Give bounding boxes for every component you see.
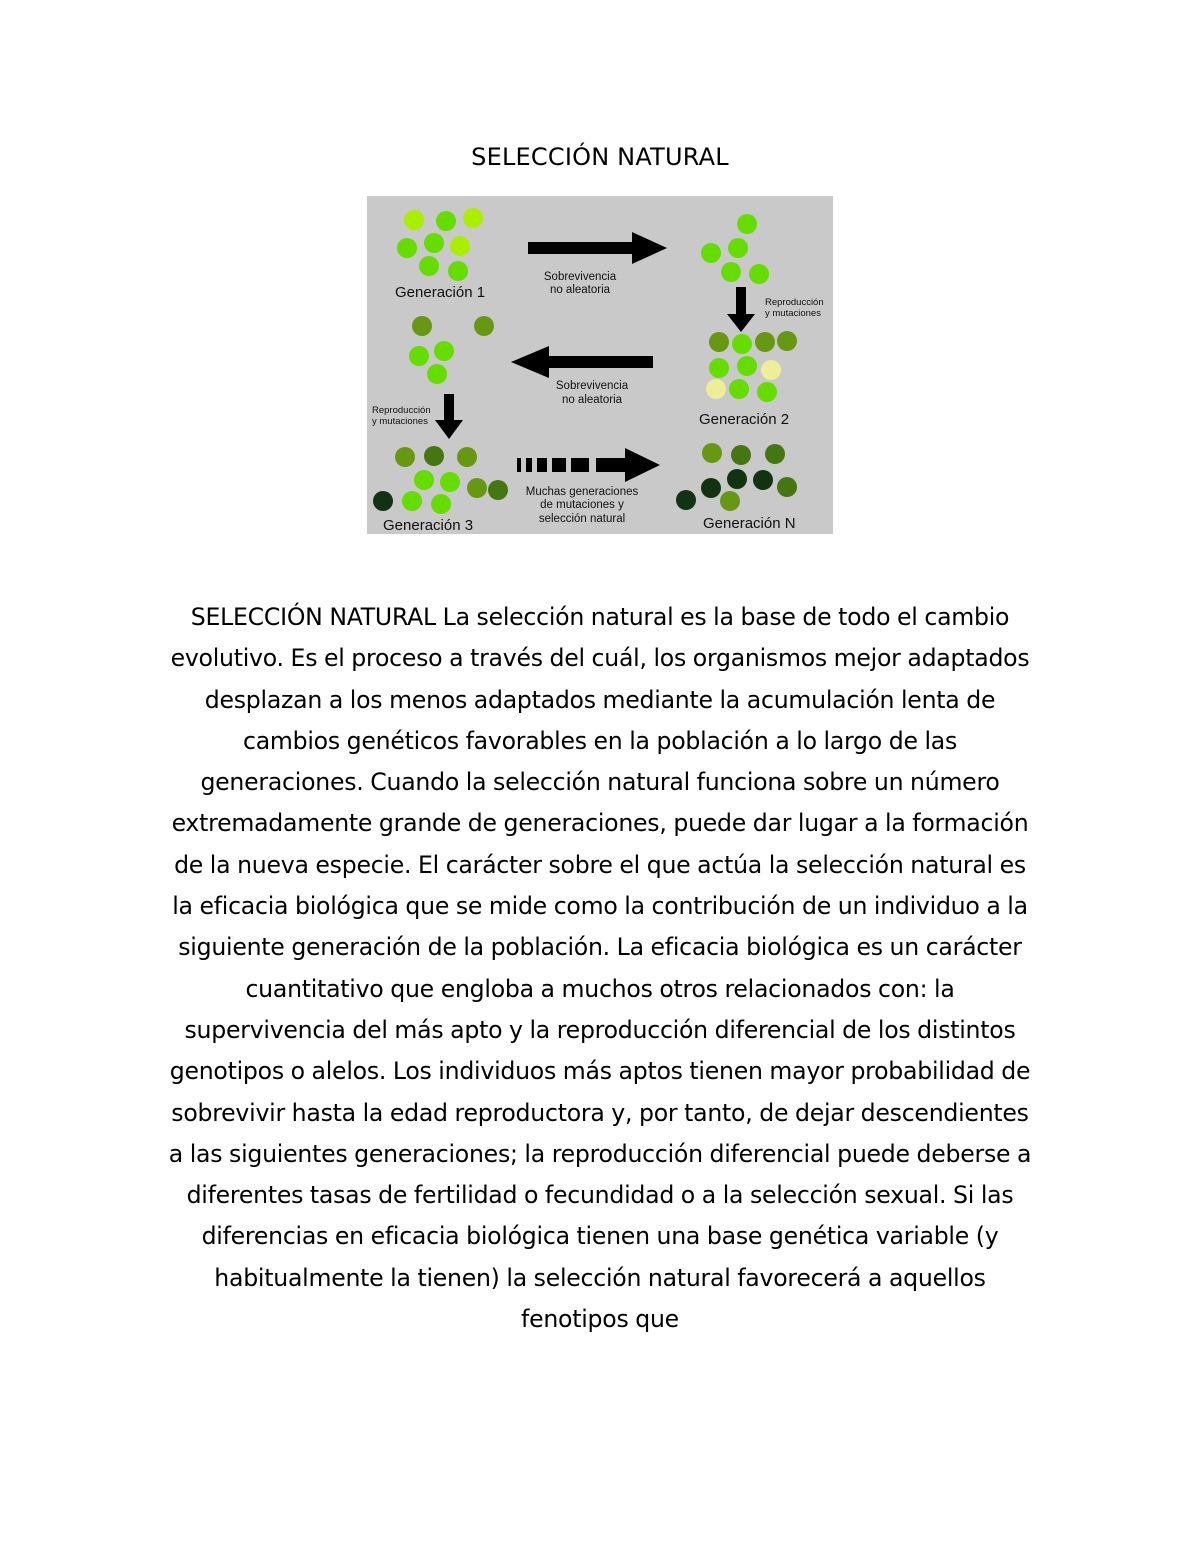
generation-1-label: Generación 1 <box>395 284 486 301</box>
survivors-top-circles <box>701 214 769 284</box>
body-paragraph: SELECCIÓN NATURAL La selección natural es la base de todo el cambio evolutivo. Es el proceso a través del cuál, los organismos mejor adaptados desplazan a los menos adaptados mediante la acumulación lenta de cambios genéticos favorables en la población a lo largo de las generaciones. Cuando la selección natural funciona sobre un número extremadamente grande de generaciones, puede dar lugar a la formación de la nueva especie. El carácter sobre el que actúa la selección natural es la eficacia biológica que se mide como la contribución de un individuo a la siguiente generación de la población. La eficacia biológica es un carácter cuantitativo que engloba a muchos otros relacionados con: la supervivencia del más apto y la reproducción diferencial de los distintos genotipos o alelos. Los individuos más aptos tienen mayor probabilidad de sobrevivir hasta la edad reproductora y, por tanto, de dejar descendientes a las siguientes generaciones; la reproducción diferencial puede deberse a diferentes tasas de fertilidad o fecundidad o a la selección sexual. Si las diferencias en eficacia biológica tienen una base genética variable (y habitualmente la tienen) la selección natural favorecerá a aquellos fenotipos que <box>168 603 1032 1334</box>
many-generations-label-1: Muchas generaciones <box>525 486 639 498</box>
organism-circle <box>755 332 775 352</box>
organism-circle <box>448 261 468 281</box>
dashed-arrow-right-icon <box>517 448 660 482</box>
reproduction-label-left-2: y mutaciones <box>372 416 428 427</box>
organism-circle <box>402 491 422 511</box>
organism-circle <box>701 478 721 498</box>
organism-circle <box>765 444 785 464</box>
generation-2-circles <box>706 331 797 402</box>
organism-circle <box>706 379 726 399</box>
survival-label-mid-1: Sobrevivencia <box>555 380 629 392</box>
survival-label-top-2: no aleatoria <box>549 284 611 296</box>
generation-3-label: Generación 3 <box>383 517 474 534</box>
organism-circle <box>721 262 741 282</box>
organism-circle <box>737 356 757 376</box>
organism-circle <box>488 480 508 500</box>
organism-circle <box>676 490 696 510</box>
survival-label-top-1: Sobrevivencia <box>543 271 617 283</box>
organism-circle <box>732 334 752 354</box>
organism-circle <box>749 264 769 284</box>
natural-selection-diagram <box>367 196 833 534</box>
organism-circle <box>424 446 444 466</box>
organism-circle <box>440 472 460 492</box>
reproduction-label-right-1: Reproducción <box>765 297 824 308</box>
organism-circle <box>427 364 447 384</box>
organism-circle <box>720 491 740 511</box>
generation-2-label: Generación 2 <box>699 411 790 428</box>
organism-circle <box>737 214 757 234</box>
organism-circle <box>436 211 456 231</box>
organism-circle <box>728 238 748 258</box>
arrow-left-icon <box>511 346 653 378</box>
organism-circle <box>777 477 797 497</box>
organism-circle <box>727 469 747 489</box>
organism-circle <box>753 470 773 490</box>
organism-circle <box>701 243 721 263</box>
organism-circle <box>757 382 777 402</box>
organism-circle <box>397 238 417 258</box>
organism-circle <box>761 360 781 380</box>
reproduction-label-left-1: Reproducción <box>372 405 431 416</box>
arrow-down-icon <box>435 394 463 439</box>
generation-3-circles <box>373 446 508 514</box>
organism-circle <box>395 447 415 467</box>
generation-n-label: Generación N <box>703 515 796 532</box>
organism-circle <box>404 210 424 230</box>
organism-circle <box>777 331 797 351</box>
many-generations-label-2: de mutaciones y <box>540 499 624 511</box>
organism-circle <box>729 379 749 399</box>
generation-n-circles <box>676 443 797 511</box>
organism-circle <box>450 236 470 256</box>
organism-circle <box>467 478 487 498</box>
organism-circle <box>731 445 751 465</box>
organism-circle <box>702 443 722 463</box>
many-generations-label-3: selección natural <box>538 513 626 525</box>
arrow-right-icon <box>528 232 667 264</box>
organism-circle <box>409 346 429 366</box>
organism-circle <box>414 470 434 490</box>
organism-circle <box>463 208 483 228</box>
organism-circle <box>474 316 494 336</box>
generation-1-circles <box>397 208 483 281</box>
organism-circle <box>457 447 477 467</box>
organism-circle <box>412 316 432 336</box>
diagram-svg <box>367 196 833 534</box>
organism-circle <box>709 332 729 352</box>
organism-circle <box>709 358 729 378</box>
reproduction-label-right-2: y mutaciones <box>765 308 821 319</box>
organism-circle <box>431 494 451 514</box>
survivors-left-circles <box>409 316 494 384</box>
survival-label-mid-2: no aleatoria <box>561 394 623 406</box>
organism-circle <box>419 256 439 276</box>
organism-circle <box>434 341 454 361</box>
arrow-down-icon <box>727 287 755 332</box>
organism-circle <box>373 491 393 511</box>
page-title: SELECCIÓN NATURAL <box>471 143 729 171</box>
organism-circle <box>424 233 444 253</box>
